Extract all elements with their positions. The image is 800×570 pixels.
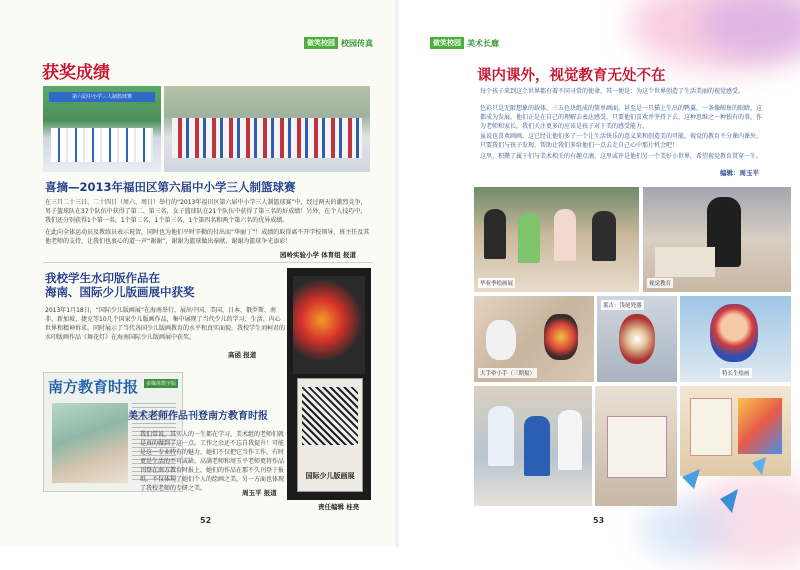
left-page [0, 0, 400, 547]
bird-shape [682, 469, 700, 489]
caption-2: 视觉教育 [647, 278, 673, 288]
caption-1: 毕业季绘画展 [478, 278, 515, 288]
right-editor: 编辑：周玉平 [720, 169, 759, 177]
story1-headline: 喜摘—2013年福田区第六届中小学三人制篮球赛 [45, 180, 296, 194]
left-section-header [304, 37, 373, 49]
student-masks-photo [474, 296, 594, 382]
paper-birds-decoration [680, 455, 800, 535]
right-page [400, 0, 800, 547]
story1-body: 在三月二十三日、二十四日（周六、周日）举行的“2013年福田区第六届中小学三人制篮球赛”中，经过两天的激烈竞争，男子篮球队在37个队伍中获得了第二、第三名，女子篮球队在21个队伍中获得了第三名的好成绩！另外，在个人技巧中，我们还分别获得1个第一名，1个第二名，1个第三名，1个第四名和两个第六名的优异成绩。 [45, 199, 367, 224]
para-1: 色彩只是无限想象的载体，三五色块组成的简单画面，甚至是一只猫上生出的鸭翼，一条像鲸鱼的眼睛，这都成为发展。他们正是在自己的理解去表达感受，只要他们喜欢并坚持下去，这种思维之一种独有的事，作为老师和家长，我们关注更多的应该是孩子对于美的感受能力。 [480, 105, 763, 130]
story3-byline: 周玉平 报道 [242, 489, 277, 497]
mask-craft-photo [597, 296, 677, 382]
students-group-photo [474, 187, 639, 292]
caption-5: 特长生绘画 [720, 368, 752, 378]
page-number: 52 [200, 516, 212, 525]
newspaper-sub: 多媒体数字版 [145, 381, 176, 387]
story3-body: 我们常说，其实人的一生都在学习，美术组的老师们就是真的做到了这一点。工作之余还不忘自我提升！可能是这一专业特有的魅力，她们不仅把它当作工作，有时更是生活的不可或缺。高满老师和周玉平老师更将作品刊登在南方教育时报上，她们的作品在那不久刊登于报纸，不仅体现了她们个人的绘画之美，另一方面也体现了我校老师的专研之美。 [140, 431, 285, 492]
art-class-photo [643, 187, 791, 292]
story2-body: 2013年1月18日，“国际少儿版画展”在海南举行，展出中国、美国、日本、俄罗斯、南非、新加坡、捷克等10几个国家少儿版画作品，集中展现了当代少儿的学习、生活、内心世界和精神诉求。同时展示了当代各国少儿版画教育的水平和真实面貌。我校学生刘柯君的水印版画作品《舞花灯》在海南国际少儿版画展中获奖。 [45, 307, 286, 341]
editor-credit: 责任编辑 桂亮 [318, 503, 360, 511]
newspaper-name: 南方教育时报 [48, 378, 139, 396]
story1-body-2: 在此向全体运动员及教练员表示祝贺，同时也为他们平时辛勤的付出而“华丽丁”！成绩的取得离不开学校领导、班主任及其他老师的支持，让我们也衷心的道一声“谢谢”，谢谢为篮球做出奉献，谢谢为篮球争光添彩！ [45, 229, 370, 245]
story1-byline: 园岭实验小学 体育组 报道 [280, 251, 357, 259]
story2-headline-line2: 海南、国际少儿版画展中获奖 [45, 285, 195, 299]
section-title: 校园传真 [341, 38, 373, 48]
intro-text: 每个孩子来到这个世界都有着不同寻常的使命，其一便是：为这个世界创造了生活美丽的视觉感受。 [480, 88, 745, 95]
section-tag: 做笑校园 [304, 37, 338, 49]
divider [43, 262, 373, 263]
caption-3: 莱吉：浅尾瓷器 [601, 300, 644, 310]
classroom-activity-photo [474, 386, 592, 506]
section-title: 美术长廊 [467, 38, 499, 48]
painted-face-student-photo [680, 296, 791, 382]
bird-shape [752, 457, 766, 475]
basketball-team-photo-1 [43, 86, 161, 172]
page-number: 53 [593, 516, 605, 525]
photo-banner: 第六届中小学三人制篮球赛 [49, 92, 155, 102]
story2-headline-line1: 我校学生水印版作品在 [45, 271, 160, 285]
para-3: 这里，积攒了属于们与美术相关的有趣点滴，这里或许是他们另一个美好小世界，希望视觉教育贯穿一生。 [480, 153, 763, 160]
kids-drawing-photo [595, 386, 677, 506]
art-caption: 国际少儿版画展 [305, 471, 355, 480]
bird-shape [720, 489, 738, 513]
story2-headline [45, 271, 285, 299]
woodblock-print-artwork [287, 268, 371, 500]
basketball-team-photo-2 [164, 86, 370, 172]
section-tag: 做笑校园 [430, 37, 464, 49]
story2-byline: 高函 报道 [228, 351, 257, 359]
para-2: 虽说也喜欢画画，这已经让他们多了一个让生活快乐的意义来和创造美的可能，视觉的教育不分课内课外，只要我们与孩子发现，帮助让我们多给他们一点去走自己心中那片机会吧！ [480, 133, 763, 149]
story3-headline: 美术老师作品刊登南方教育时报 [128, 411, 268, 422]
page-title: 获奖成绩 [42, 63, 110, 83]
caption-4: 大手牵小手（三期报） [478, 368, 537, 378]
right-section-header [430, 37, 499, 49]
painting-thumbnail [52, 403, 128, 483]
page-title: 课内课外，视觉教育无处不在 [477, 67, 666, 84]
